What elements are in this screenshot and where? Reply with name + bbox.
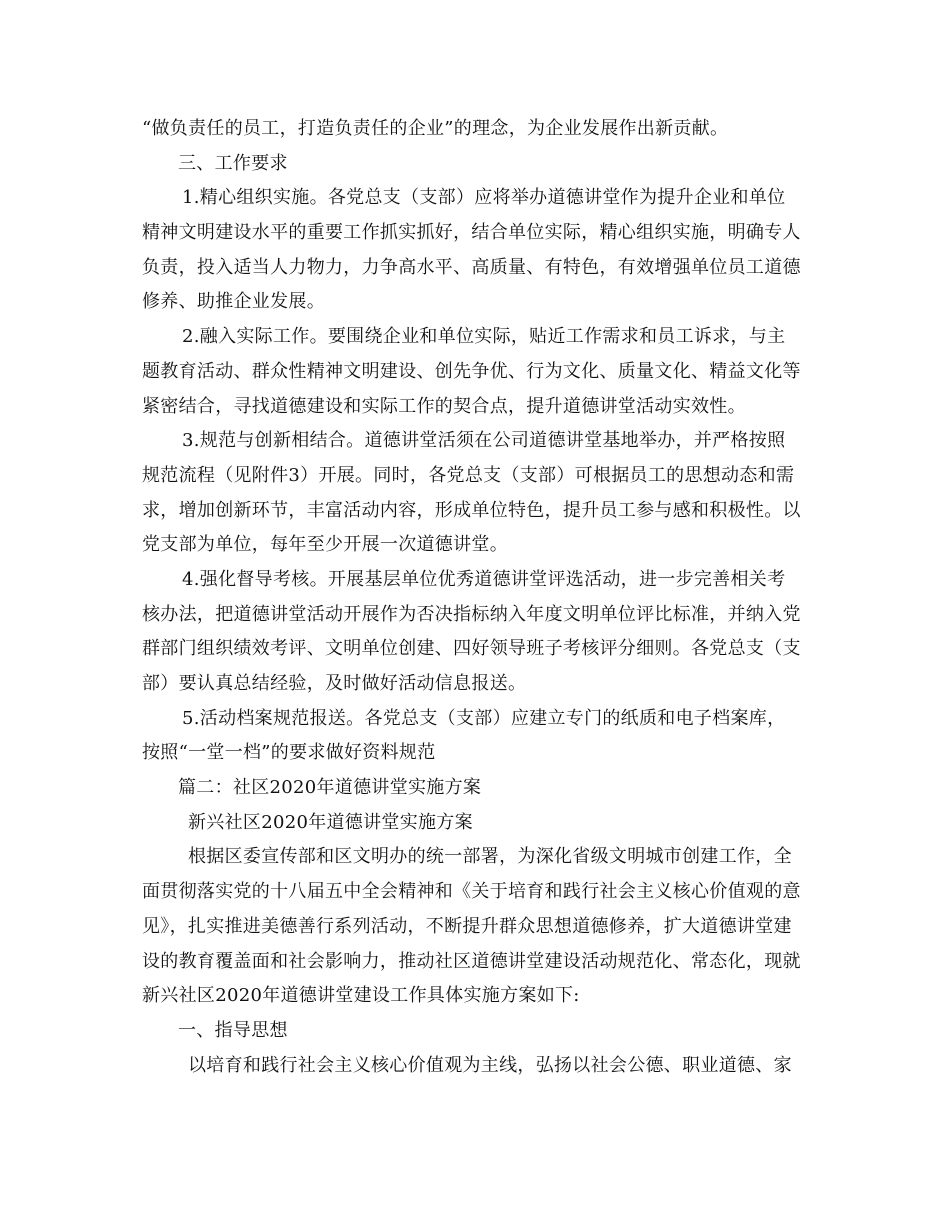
plan-title: 新兴社区2020年道德讲堂实施方案: [188, 811, 473, 833]
text-line: 3.规范与创新相结合。道德讲堂活须在公司道德讲堂基地举办，并严格按照: [182, 430, 786, 452]
article-title: 篇二：社区2020年道德讲堂实施方案: [178, 777, 482, 799]
text-line: 紧密结合，寻找道德建设和实际工作的契合点，提升道德讲堂活动实效性。: [142, 395, 746, 417]
text-line: 面贯彻落实党的十八届五中全会精神和《关于培育和践行社会主义核心价值观的意: [142, 881, 801, 903]
text-line: 新兴社区2020年道德讲堂建设工作具体实施方案如下:: [142, 985, 580, 1007]
text-line: 4.强化督导考核。开展基层单位优秀道德讲堂评选活动，进一步完善相关考: [182, 568, 786, 590]
text-line: 5.活动档案规范报送。各党总支（支部）应建立专门的纸质和电子档案库，: [182, 707, 786, 729]
text-line: 党支部为单位，每年至少开展一次道德讲堂。: [142, 534, 508, 556]
text-line: “做负责任的员工，打造负责任的企业”的理念，为企业发展作出新贡献。: [142, 118, 729, 139]
section-heading: 三、工作要求: [178, 152, 288, 174]
text-line: 题教育活动、群众性精神文明建设、创先争优、行为文化、质量文化、精益文化等: [142, 360, 801, 382]
text-line: 规范流程（见附件3）开展。同时，各党总支（支部）可根据员工的思想动态和需: [142, 464, 795, 486]
document-body: [142, 112, 814, 1083]
text-line: 见》，扎实推进美德善行系列活动，不断提升群众思想道德修养，扩大道德讲堂建: [142, 915, 792, 937]
text-line: 以培育和践行社会主义核心价值观为主线，弘扬以社会公德、职业道德、家: [188, 1054, 792, 1076]
text-line: 核办法，把道德讲堂活动开展作为否决指标纳入年度文明单位评比标准，并纳入党: [142, 603, 801, 625]
text-line: 负责，投入适当人力物力，力争高水平、高质量、有特色，有效增强单位员工道德: [142, 256, 801, 278]
text-line: 2.融入实际工作。要围绕企业和单位实际，贴近工作需求和员工诉求，与主: [182, 326, 786, 348]
text-line: 群部门组织绩效考评、文明单位创建、四好领导班子考核评分细则。各党总支（支: [142, 638, 801, 660]
text-line: 1.精心组织实施。各党总支（支部）应将举办道德讲堂作为提升企业和单位: [182, 187, 786, 209]
text-line: 修养、助推企业发展。: [142, 291, 325, 313]
text-line: 设的教育覆盖面和社会影响力，推动社区道德讲堂建设活动规范化、常态化，现就: [142, 950, 801, 972]
text-line: 精神文明建设水平的重要工作抓实抓好，结合单位实际，精心组织实施，明确专人: [142, 222, 801, 244]
section-heading: 一、指导思想: [178, 1019, 288, 1041]
text-line: 根据区委宣传部和区文明办的统一部署，为深化省级文明城市创建工作，全: [188, 846, 792, 868]
text-line: 部）要认真总结经验，及时做好活动信息报送。: [142, 673, 527, 694]
text-line: 按照“一堂一档”的要求做好资料规范: [142, 742, 436, 764]
text-line: 求，增加创新环节，丰富活动内容，形成单位特色，提升员工参与感和积极性。以: [142, 499, 801, 521]
